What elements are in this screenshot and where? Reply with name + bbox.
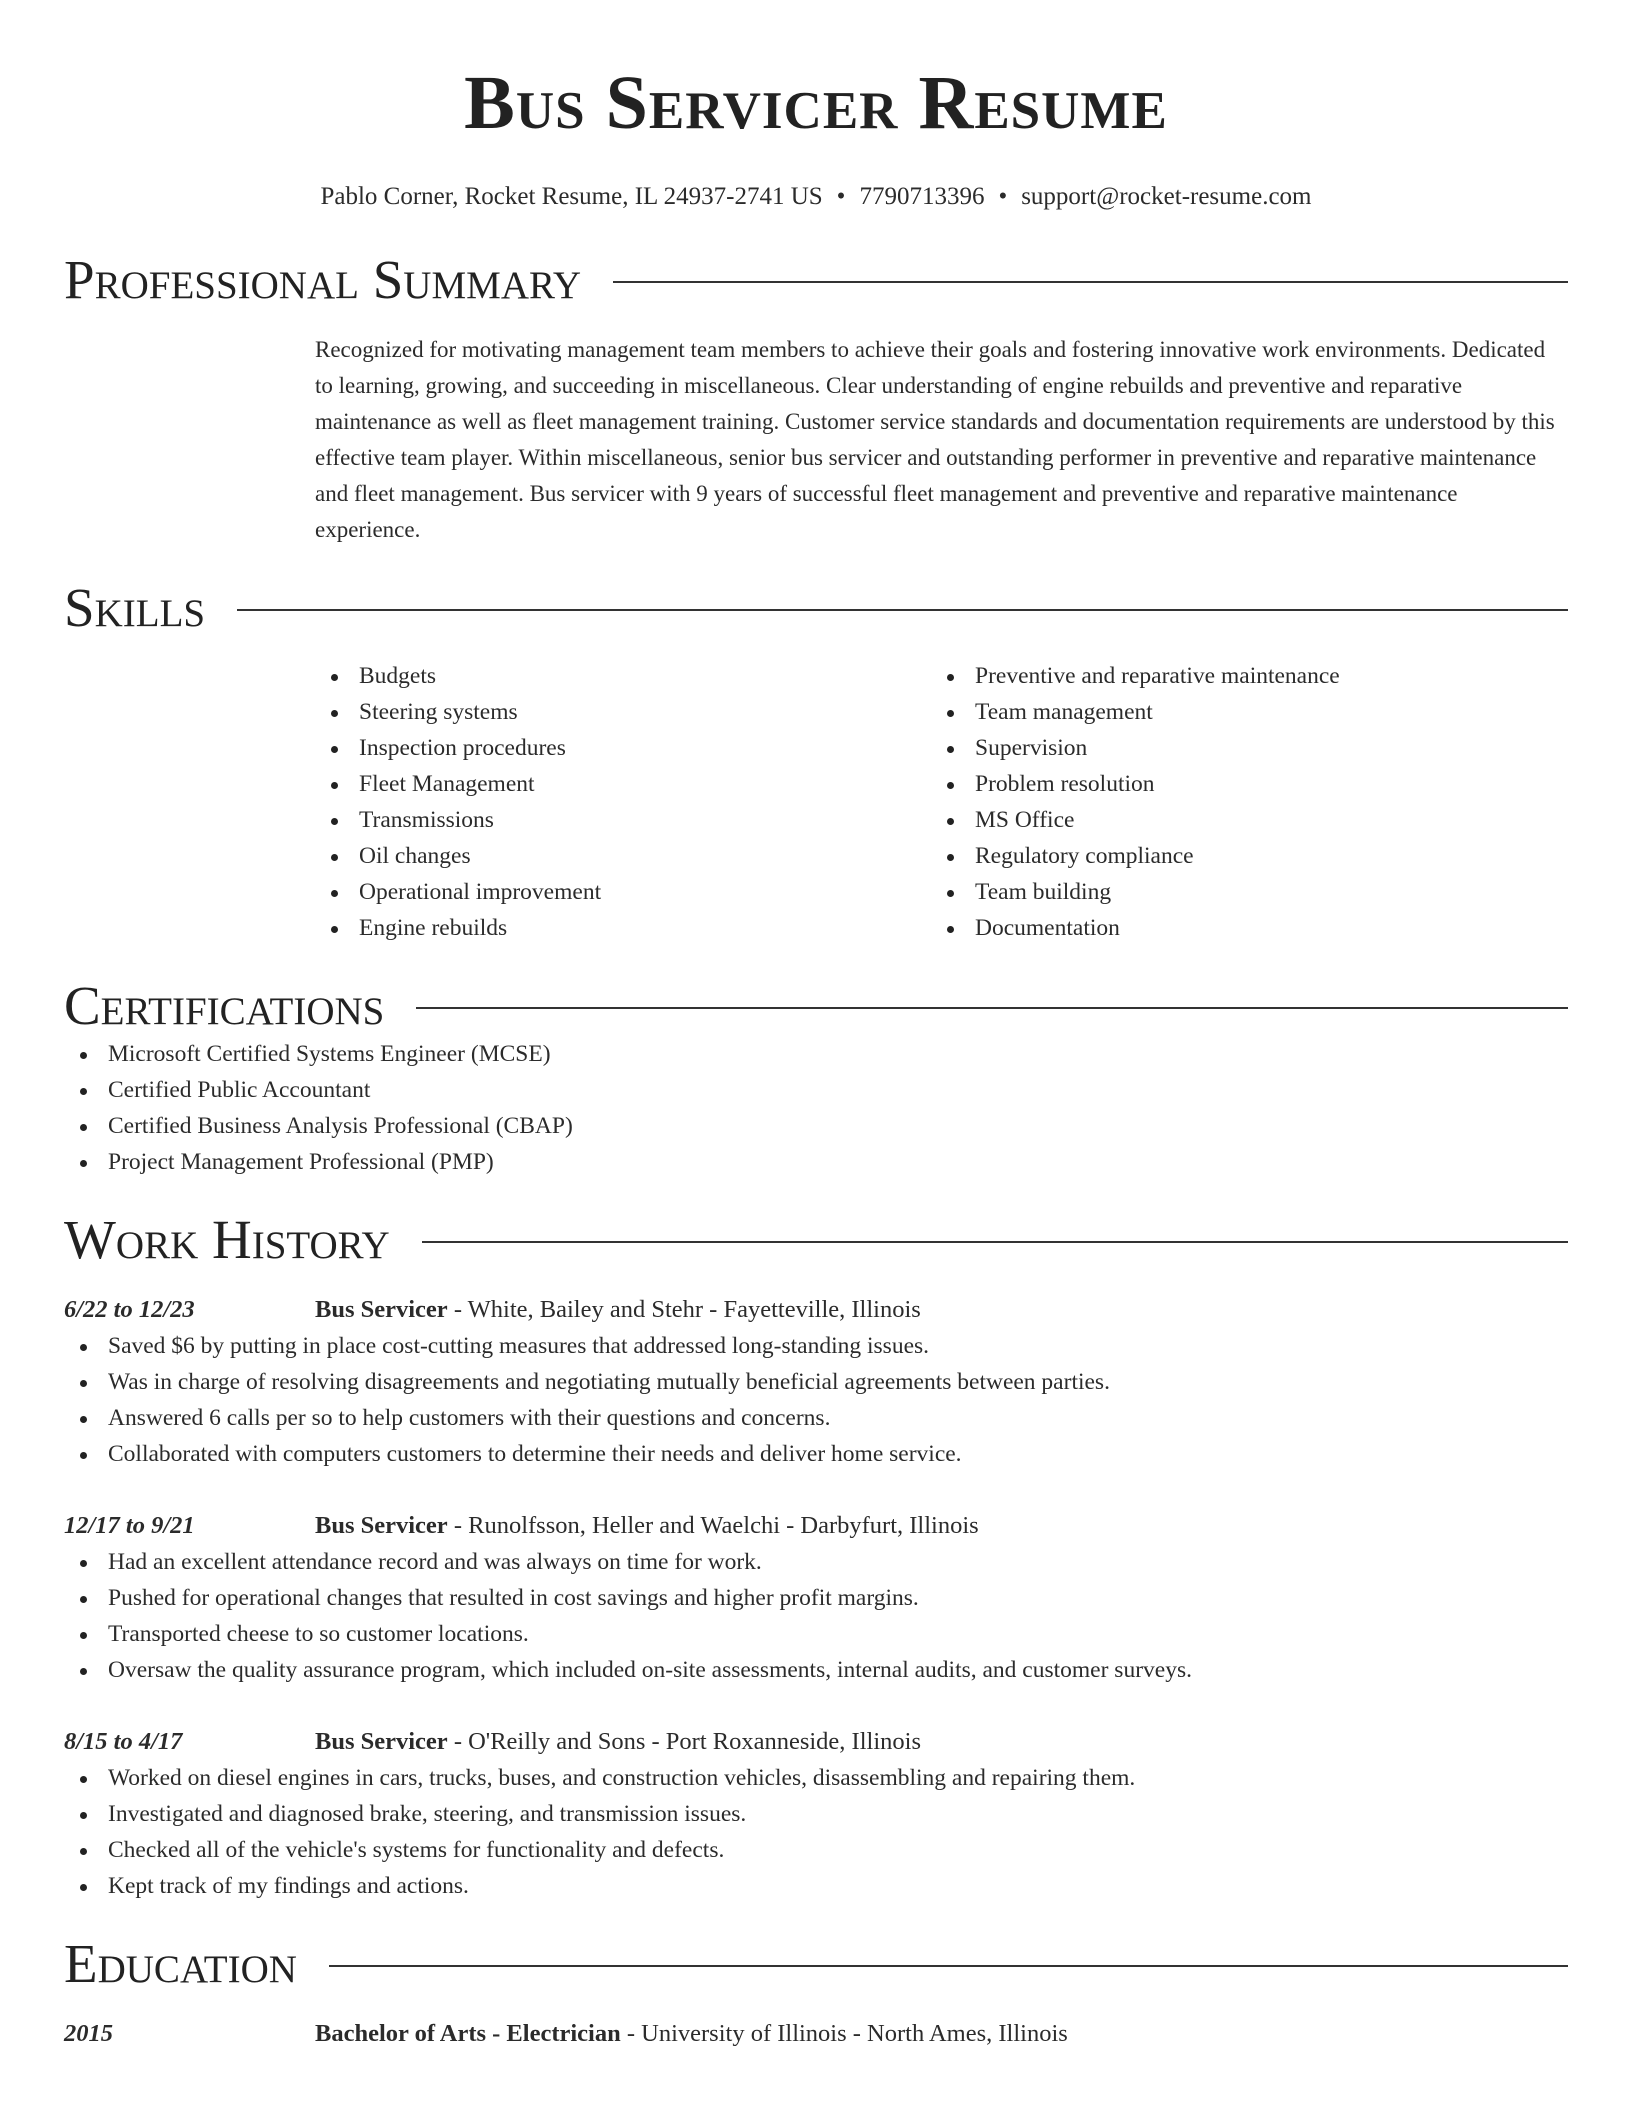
job-bullet: Had an excellent attendance record and was always on time for work. xyxy=(64,1544,1568,1580)
skill-item: Problem resolution xyxy=(931,766,1547,802)
job-bullet: Checked all of the vehicle's systems for functionality and defects. xyxy=(64,1832,1568,1868)
job-heading xyxy=(315,1292,921,1328)
job-employer: - White, Bailey and Stehr - Fayetteville, Illinois xyxy=(447,1296,921,1323)
job-entry xyxy=(64,1508,1568,1688)
page-title: Bus Servicer Resume xyxy=(464,61,1168,145)
resume-page xyxy=(64,0,1568,2052)
work-history-heading: Work History xyxy=(64,1209,390,1270)
job-employer: - Runolfsson, Heller and Waelchi - Darbyfurt, Illinois xyxy=(447,1512,979,1539)
education-school: - University of Illinois - North Ames, Illinois xyxy=(620,2020,1068,2047)
education-heading: Education xyxy=(64,1933,297,1994)
certifications-heading: Certifications xyxy=(64,975,385,1036)
summary-text: Recognized for motivating management team members to achieve their goals and fostering innovative work environments. Dedicated to learning, growing, and succeeding in miscellaneous. Clear understanding of engine rebuilds and preventive and reparative maintenance as well as fleet management training. Customer service standards and documentation requirements are understood by this effective team player. Within miscellaneous, senior bus servicer and outstanding performer in preventive and reparative maintenance and fleet management. Bus servicer with 9 years of successful fleet management and preventive and reparative maintenance experience. xyxy=(315,337,1555,542)
certification-item: Certified Business Analysis Professional (CBAP) xyxy=(64,1108,1568,1144)
summary-section-header xyxy=(64,250,1568,310)
contact-phone: 7790713396 xyxy=(859,183,985,210)
skill-item: Transmissions xyxy=(315,802,931,838)
skill-item: Team building xyxy=(931,874,1547,910)
job-bullet: Saved $6 by putting in place cost-cutting measures that addressed long-standing issues. xyxy=(64,1328,1568,1364)
job-employer: - O'Reilly and Sons - Port Roxanneside, Illinois xyxy=(447,1728,921,1755)
skill-item: Budgets xyxy=(315,658,931,694)
skill-item: Oil changes xyxy=(315,838,931,874)
certification-item: Project Management Professional (PMP) xyxy=(64,1144,1568,1180)
skill-item: Regulatory compliance xyxy=(931,838,1547,874)
job-bullet: Oversaw the quality assurance program, which included on-site assessments, internal audits, and customer surveys. xyxy=(64,1652,1568,1688)
job-header xyxy=(64,1508,1568,1544)
job-header xyxy=(64,1724,1568,1760)
summary-heading: Professional Summary xyxy=(64,249,582,310)
skill-item: Steering systems xyxy=(315,694,931,730)
job-bullet: Pushed for operational changes that resulted in cost savings and higher profit margins. xyxy=(64,1580,1568,1616)
job-dates: 12/17 to 9/21 xyxy=(64,1512,195,1539)
certifications-section-header xyxy=(64,976,1568,1036)
job-title: Bus Servicer xyxy=(315,1728,448,1755)
skill-item: Engine rebuilds xyxy=(315,910,931,946)
job-heading xyxy=(315,1724,921,1760)
job-bullet: Answered 6 calls per so to help customers with their questions and concerns. xyxy=(64,1400,1568,1436)
certification-item: Certified Public Accountant xyxy=(64,1072,1568,1108)
skills-heading: Skills xyxy=(64,577,206,638)
education-heading-line xyxy=(315,2016,1068,2052)
section-divider xyxy=(416,1007,1568,1009)
contact-line xyxy=(64,182,1568,212)
education-section-header xyxy=(64,1934,1568,1994)
job-bullet: Investigated and diagnosed brake, steering, and transmission issues. xyxy=(64,1796,1568,1832)
job-dates: 6/22 to 12/23 xyxy=(64,1296,195,1323)
skill-item: Preventive and reparative maintenance xyxy=(931,658,1547,694)
job-bullet: Kept track of my findings and actions. xyxy=(64,1868,1568,1904)
work-history-section-header xyxy=(64,1210,1568,1270)
job-bullets xyxy=(64,1328,1568,1472)
skill-item: Operational improvement xyxy=(315,874,931,910)
job-bullet: Transported cheese to so customer locations. xyxy=(64,1616,1568,1652)
section-divider xyxy=(422,1241,1568,1243)
skill-item: MS Office xyxy=(931,802,1547,838)
job-entry xyxy=(64,1292,1568,1472)
job-title: Bus Servicer xyxy=(315,1296,448,1323)
job-bullets xyxy=(64,1760,1568,1904)
job-bullet: Worked on diesel engines in cars, trucks, buses, and construction vehicles, disassembling and repairing them. xyxy=(64,1760,1568,1796)
contact-separator: • xyxy=(998,183,1008,210)
skills-column-right xyxy=(931,658,1547,946)
education-year: 2015 xyxy=(64,2020,113,2047)
certification-item: Microsoft Certified Systems Engineer (MCSE) xyxy=(64,1036,1568,1072)
skills-column-left xyxy=(315,658,931,946)
job-title: Bus Servicer xyxy=(315,1512,448,1539)
certifications-list xyxy=(64,1036,1568,1180)
skill-item: Team management xyxy=(931,694,1547,730)
skill-item: Supervision xyxy=(931,730,1547,766)
section-divider xyxy=(329,1965,1568,1967)
skill-item: Inspection procedures xyxy=(315,730,931,766)
contact-address: Pablo Corner, Rocket Resume, IL 24937-2741 US xyxy=(320,183,823,210)
job-dates: 8/15 to 4/17 xyxy=(64,1728,183,1755)
section-divider xyxy=(237,609,1568,611)
job-heading xyxy=(315,1508,979,1544)
job-header xyxy=(64,1292,1568,1328)
skills-list xyxy=(315,658,1568,946)
job-bullets xyxy=(64,1544,1568,1688)
job-bullet: Collaborated with computers customers to determine their needs and deliver home service. xyxy=(64,1436,1568,1472)
skill-item: Documentation xyxy=(931,910,1547,946)
contact-email: support@rocket-resume.com xyxy=(1021,183,1312,210)
contact-separator: • xyxy=(836,183,846,210)
skills-section-header xyxy=(64,578,1568,638)
skill-item: Fleet Management xyxy=(315,766,931,802)
job-entry xyxy=(64,1724,1568,1904)
education-degree: Bachelor of Arts - Electrician xyxy=(315,2020,621,2047)
section-divider xyxy=(613,281,1568,283)
education-entry xyxy=(64,2016,1568,2052)
job-bullet: Was in charge of resolving disagreements and negotiating mutually beneficial agreements between parties. xyxy=(64,1364,1568,1400)
